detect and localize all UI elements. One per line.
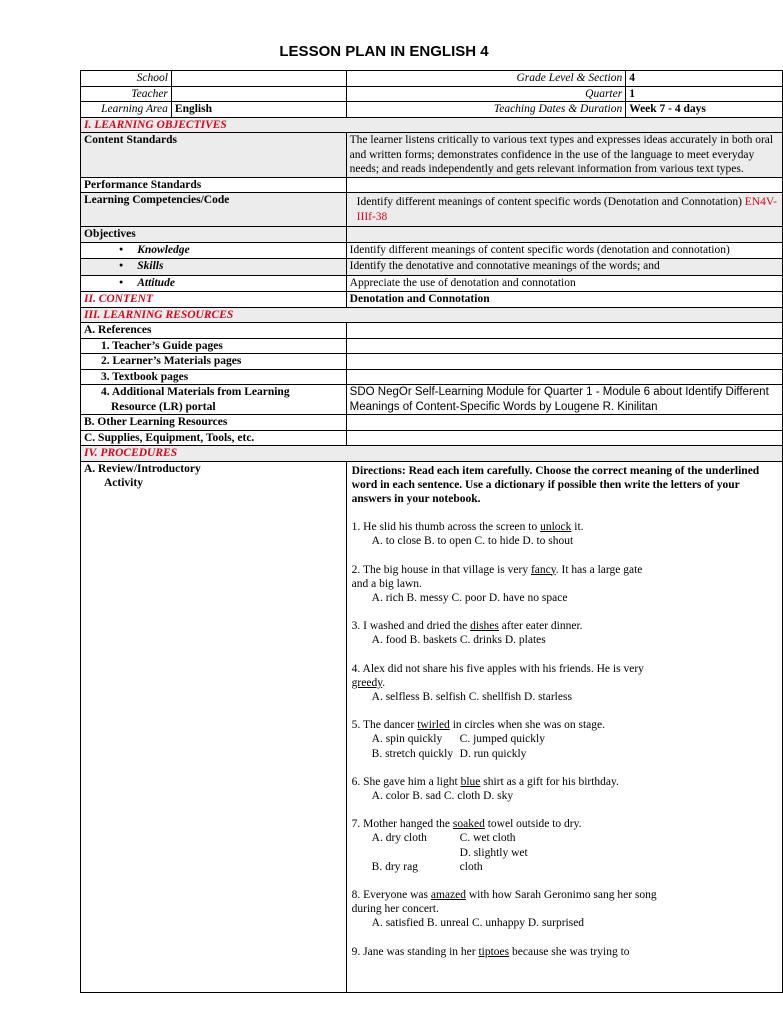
question-4-word: greedy. [351, 676, 386, 689]
learners-materials-label: 2. Learner’s Materials pages [81, 354, 347, 370]
objectives-label: Objectives [81, 227, 347, 243]
skills-text: Identify the denotative and connotative meanings of the words; and [346, 259, 782, 276]
content-value: Denotation and Connotation [346, 292, 782, 308]
school-value [171, 71, 346, 87]
question-5-options-1: A. spin quickly C. jumped quickly [371, 733, 545, 746]
learning-area-label: Learning Area [81, 102, 172, 118]
content-standards-text: The learner listens critically to various text types and expresses ideas accurately in both oral and written forms; demonstrates confidence in the use of the language to meet everyday needs; and reads independently and gets relevant information from various text types. [346, 133, 782, 178]
lesson-plan-table [80, 70, 783, 993]
performance-standards-value [346, 177, 782, 193]
knowledge-text: Identify different meanings of content specific words (denotation and connotation) [346, 242, 782, 259]
grade-value: 4 [626, 71, 783, 87]
section-procedures: IV. PROCEDURES [81, 446, 783, 462]
question-1-options: A. to close B. to open C. to hide D. to shout [371, 535, 574, 548]
question-6-options: A. color B. sad C. cloth D. sky [371, 789, 514, 802]
textbook-label: 3. Textbook pages [81, 369, 347, 385]
question-3: 3. I washed and dried the dishes after eater dinner. [351, 620, 583, 633]
question-2-cont: and a big lawn. [351, 577, 422, 590]
additional-materials-label: 4. Additional Materials from Learning Resource (LR) portal [81, 385, 347, 415]
quarter-label: Quarter [346, 86, 626, 102]
question-4: 4. Alex did not share his five apples with his friends. He is very [351, 662, 644, 675]
teacher-value [171, 86, 346, 102]
competencies-text: Identify different meanings of content specific words (Denotation and Connotation) [356, 196, 742, 208]
question-3-options: A. food B. baskets C. drinks D. plates [371, 634, 546, 647]
question-7-options-1: A. dry cloth C. wet cloth [371, 832, 516, 845]
directions-text: Directions: Read each item carefully. Choose the correct meaning of the underlined word in each sentence. Use a dictionary if possible then write the letters of your answers in your notebook. [351, 464, 760, 505]
question-7-options-2: B. dry ragD. slightly wet cloth [371, 846, 528, 873]
question-8-options: A. satisfied B. unreal C. unhappy D. surprised [371, 917, 585, 930]
section-objectives: I. LEARNING OBJECTIVES [81, 117, 783, 133]
performance-standards-label: Performance Standards [81, 177, 347, 193]
dates-value: Week 7 - 4 days [626, 102, 783, 118]
attitude-text: Appreciate the use of denotation and connotation [346, 275, 782, 292]
section-content: II. CONTENT [81, 292, 347, 308]
competencies-cell [346, 193, 782, 227]
teacher-label: Teacher [81, 86, 172, 102]
page-title: LESSON PLAN IN ENGLISH 4 [279, 43, 489, 60]
school-label: School [81, 71, 172, 87]
question-2: 2. The big house in that village is very fancy. It has a large gate [351, 563, 643, 576]
attitude-label: ● Attitude [81, 275, 347, 292]
teachers-guide-label: 1. Teacher’s Guide pages [81, 338, 347, 354]
question-7: 7. Mother hanged the soaked towel outside to dry. [351, 818, 582, 831]
other-resources-label: B. Other Learning Resources [81, 415, 347, 431]
additional-materials-text: SDO NegOr Self-Learning Module for Quarter 1 - Module 6 about Identify Different Meanings of Content-Specific Words by Lougene R. Kinilitan [346, 385, 782, 415]
grade-label: Grade Level & Section [346, 71, 626, 87]
learning-area-value: English [171, 102, 346, 118]
competency-code: EN4V-IIIf-38 [356, 196, 777, 223]
question-8: 8. Everyone was amazed with how Sarah Geronimo sang her song [351, 888, 657, 901]
question-4-options: A. selfless B. selfish C. shellfish D. starless [371, 690, 572, 703]
review-activity-content [346, 461, 782, 992]
question-2-options: A. rich B. messy C. poor D. have no space [371, 591, 568, 604]
question-8-cont: during her concert. [351, 903, 439, 916]
content-standards-label: Content Standards [81, 133, 347, 178]
question-5-options-2: B. stretch quickly D. run quickly [371, 747, 527, 760]
supplies-label: C. Supplies, Equipment, Tools, etc. [81, 430, 347, 446]
objectives-value [346, 227, 782, 243]
section-resources: III. LEARNING RESOURCES [81, 307, 783, 323]
competencies-label: Learning Competencies/Code [81, 193, 347, 227]
question-6: 6. She gave him a light blue shirt as a gift for his birthday. [351, 775, 619, 788]
dates-label: Teaching Dates & Duration [346, 102, 626, 118]
question-9: 9. Jane was standing in her tiptoes because she was trying to [351, 945, 630, 958]
skills-label: ● Skills [81, 259, 347, 276]
review-activity-label: A. Review/Introductory Activity [81, 461, 347, 992]
references-label: A. References [81, 323, 347, 339]
question-5: 5. The dancer twirled in circles when she was on stage. [351, 719, 606, 732]
question-1: 1. He slid his thumb across the screen to unlock it. [351, 521, 584, 534]
knowledge-label: ● Knowledge [81, 242, 347, 259]
quarter-value: 1 [626, 86, 783, 102]
